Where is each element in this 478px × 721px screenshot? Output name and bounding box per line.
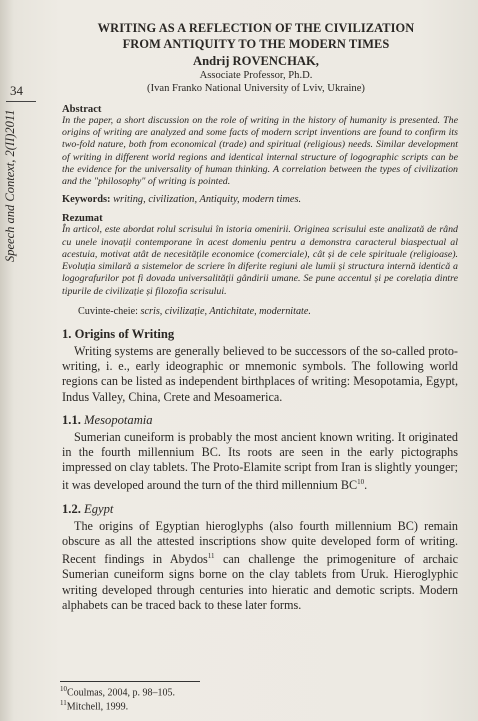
footnote-10-mark: 10: [60, 685, 67, 693]
rezumat-heading: Rezumat: [62, 213, 103, 225]
section-1-1-title: Mesopotamia: [84, 412, 153, 427]
keywords-list: writing, civilization, Antiquity, modern times.: [113, 194, 302, 206]
footnote-ref-10[interactable]: 10: [357, 478, 365, 487]
section-1-1-end: .: [364, 478, 368, 493]
section-1-2-title: Egypt: [84, 501, 114, 516]
running-title: [3, 109, 17, 274]
footnote-11: [60, 699, 128, 712]
section-1-2-heading: [62, 502, 458, 517]
section-1-1-number: 1.1.: [62, 412, 81, 427]
title-line-2: FROM ANTIQUITY TO THE MODERN TIMES: [122, 37, 390, 51]
section-1-1-text: Sumerian cuneiform is probably the most ancient known writing. It originated in the fourth millennium BC. Its roots are seen in the early pictographs impressed on clay tablets. The Proto-Elamite script from Iran is slightly younger; it was developed around the turn of the third millennium BC: [62, 429, 458, 493]
page-margin: [0, 0, 36, 721]
section-1-2-text-b: can challenge the primogeniture of archaic Sumerian cuneiform signs borne on the clay tablets from Uruk. Hieroglyphic writing developed through centuries into hieratic and demotic scripts. Modern alphabets can be traced back to these later forms.: [62, 552, 458, 612]
footnote-11-mark: 11: [60, 699, 67, 707]
section-1-paragraph: Writing systems are generally believed to be successors of the so-called proto-writing, i. e., early ideographic or mnemonic symbols. The following world regions can be listed as independent birthplaces of writing: Mesopotamia, Egypt, Indus Valley, China, Crete and Mesoamerica.: [62, 344, 458, 404]
title-line-1: WRITING AS A REFLECTION OF THE CIVILIZATION: [97, 21, 415, 35]
section-1-2-text-a: The origins of Egyptian hieroglyphs (also fourth millennium BC) remain obscure as all the attested inscriptions show quite developed form of writing. Recent findings in Abydos: [62, 518, 458, 567]
footnote-11-text: Mitchell, 1999.: [66, 701, 129, 713]
page-number-rule: [6, 101, 36, 102]
footnote-10: [60, 685, 175, 698]
author-affiliation: (Ivan Franko National University of Lviv, Ukraine): [147, 83, 365, 94]
footnote-ref-11[interactable]: 11: [207, 552, 215, 561]
footnote-10-text: Coulmas, 2004, p. 98–105.: [67, 687, 176, 699]
cuvinte-cheie-label: Cuvinte-cheie:: [78, 306, 138, 317]
keywords: [62, 194, 458, 205]
article-title: [54, 20, 458, 52]
cuvinte-cheie-list: scris, civilizație, Antichitate, modernitate.: [140, 306, 311, 317]
running-title-text: Speech and Context, 2(II)2011: [3, 109, 17, 262]
cuvinte-cheie: [78, 306, 458, 317]
section-1-heading: 1. Origins of Writing: [62, 327, 175, 341]
keywords-label: Keywords:: [62, 194, 111, 206]
page-number: 34: [10, 83, 23, 98]
abstract-heading: Abstract: [62, 104, 102, 115]
abstract-text: In the paper, a short discussion on the role of writing in the history of humanity is presented. The origins of writing are analyzed and some facts of modern script inventions are found to confirm its two-fold nature, both from economical (trade) and spiritual (religious) needs. Similar development of writing in different world regions and identical internal structure of logographic scripts can be the evidence for the universality of human thinking. A correlation between the types of civilization and the "philosophy" of writing is pointed.: [62, 115, 458, 188]
author-name: Andrij ROVENCHAK,: [193, 54, 319, 68]
rezumat-text: În articol, este abordat rolul scrisului în istoria omenirii. Originea scrisului este analizată de rând cu unele inovații contemporane în acest domeniu pentru a demonstra caracterul biaspectual al acestuia, motivat atât de necesitățile economice (comerciale), cât și de cele spirituale (religioase). Evoluția similară a sistemelor de scriere în diferite regiuni ale lumii și structura internă identică a logografurilor pot fi dovada universalității gândirii umane. Se pune accentul și pe corelația dintre tipurile de civilizație și filozofia scrisului.: [62, 224, 458, 297]
section-1-2-number: 1.2.: [62, 501, 81, 516]
author-position: Associate Professor, Ph.D.: [199, 70, 313, 81]
section-1-1-paragraph: [62, 430, 458, 494]
section-1-1-heading: [62, 413, 458, 428]
footnote-rule: [60, 681, 200, 682]
section-1-2-paragraph: [62, 519, 458, 613]
article-body: [54, 20, 458, 613]
